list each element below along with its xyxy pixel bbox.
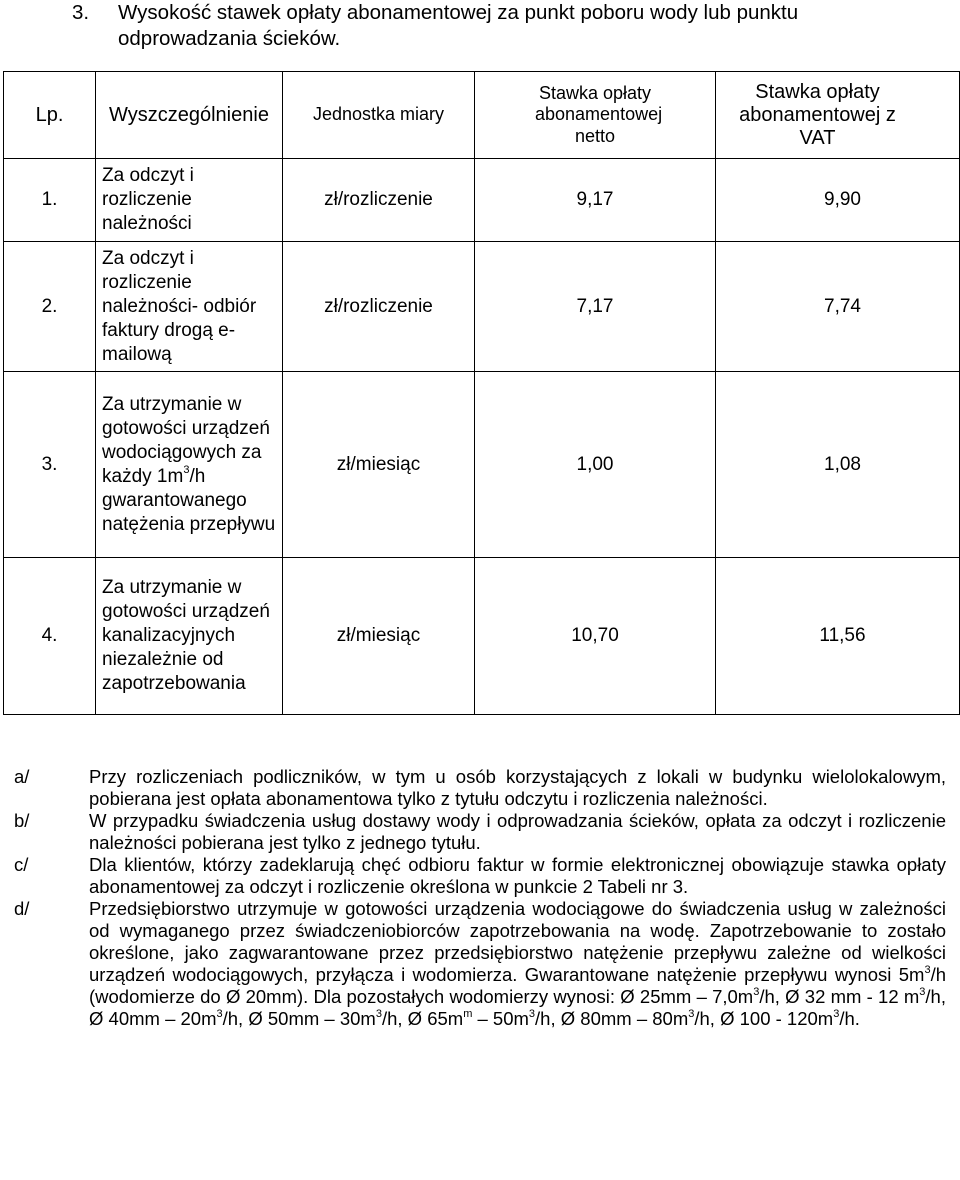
rates-table [3, 71, 960, 715]
section-title: Wysokość stawek opłaty abonamentowej za punkt poboru wody lub punktu odprowadzania ścieków. [118, 1, 799, 50]
note-b [14, 810, 946, 854]
header-unit: Jednostka miary [283, 72, 475, 159]
row-description: Za utrzymanie w gotowości urządzeń wodociągowych za każdy $1m^3/h$ gwarantowanego natężenia przepływu [96, 372, 283, 558]
note-text: W przypadku świadczenia usług dostawy wody i odprowadzania ścieków, opłata za odczyt i rozliczenie należności pobierana jest tylko z jednego tytułu. [89, 810, 946, 853]
note-label: d/ [14, 898, 30, 919]
row-description: Za odczyt i rozliczenie należności [96, 159, 283, 242]
header-lp: Lp. [4, 72, 96, 159]
row-description: Za odczyt i rozliczenie należności- odbiór faktury drogą e-mailową [96, 242, 283, 372]
row-lp: 1. [4, 159, 96, 242]
row-net-rate: 7,17 [475, 242, 716, 372]
table-row [4, 159, 960, 242]
header-description: Wyszczególnienie [96, 72, 283, 159]
note-c [14, 854, 946, 898]
note-label: b/ [14, 810, 30, 831]
table-row [4, 558, 960, 715]
row-vat-rate: 7,74 [716, 242, 960, 372]
header-vat-rate: Stawka opłaty abonamentowej z VAT [716, 72, 960, 159]
note-text: Przedsiębiorstwo utrzymuje w gotowości urządzenia wodociągowe do świadczenia usług w zależności od wymaganego przez świadczeniobiorców zapotrzebowania na wodę. Zapotrzebowanie to zostało określone, jako zagwarantowane przez przedsiębiorstwo natężenie przepływu zależne od wielkości urządzeń wodociągowych, przyłącza i wodomierza. Gwarantowane natężenie przepływu wynosi $5m^3/h$ (wodomierze do Ø 20mm). Dla pozostałych wodomierzy wynosi: Ø $25mm - 7,0m^3/h$, Ø 32 mm - 12 $m^3/h$, Ø $40mm - 20m^3/h$, Ø $50mm - 30m^3/h$, Ø $65m^m - 50m^3/h$, Ø $80mm - 80m^3/h$, Ø $100 - 120m^3/h$. [89, 898, 946, 1029]
section-number: 3. [72, 1, 90, 24]
header-net-rate: Stawka opłaty abonamentowej netto [475, 72, 716, 159]
row-net-rate: 1,00 [475, 372, 716, 558]
table-row [4, 242, 960, 372]
row-net-rate: 10,70 [475, 558, 716, 715]
row-vat-rate: 1,08 [716, 372, 960, 558]
row-net-rate: 9,17 [475, 159, 716, 242]
note-text: Przy rozliczeniach podliczników, w tym u osób korzystających z lokali w budynku wielolokalowym, pobierana jest opłata abonamentowa tylko z tytułu odczytu i rozliczenia należności. [89, 766, 946, 809]
row-description: Za utrzymanie w gotowości urządzeń kanalizacyjnych niezależnie od zapotrzebowania [96, 558, 283, 715]
row-lp: 2. [4, 242, 96, 372]
row-unit: zł/rozliczenie [283, 159, 475, 242]
row-lp: 4. [4, 558, 96, 715]
row-vat-rate: 9,90 [716, 159, 960, 242]
note-label: c/ [14, 854, 29, 875]
row-unit: zł/miesiąc [283, 372, 475, 558]
notes-list [14, 766, 946, 1030]
table-row [4, 372, 960, 558]
note-text: Dla klientów, którzy zadeklarują chęć odbioru faktur w formie elektronicznej obowiązuje stawka opłaty abonamentowej za odczyt i rozliczenie określona w punkcie 2 Tabeli nr 3. [89, 854, 946, 897]
row-vat-rate: 11,56 [716, 558, 960, 715]
note-d [14, 898, 946, 1030]
table-header-row [4, 72, 960, 159]
row-lp: 3. [4, 372, 96, 558]
note-label: a/ [14, 766, 30, 787]
row-unit: zł/rozliczenie [283, 242, 475, 372]
row-unit: zł/miesiąc [283, 558, 475, 715]
note-a [14, 766, 946, 810]
